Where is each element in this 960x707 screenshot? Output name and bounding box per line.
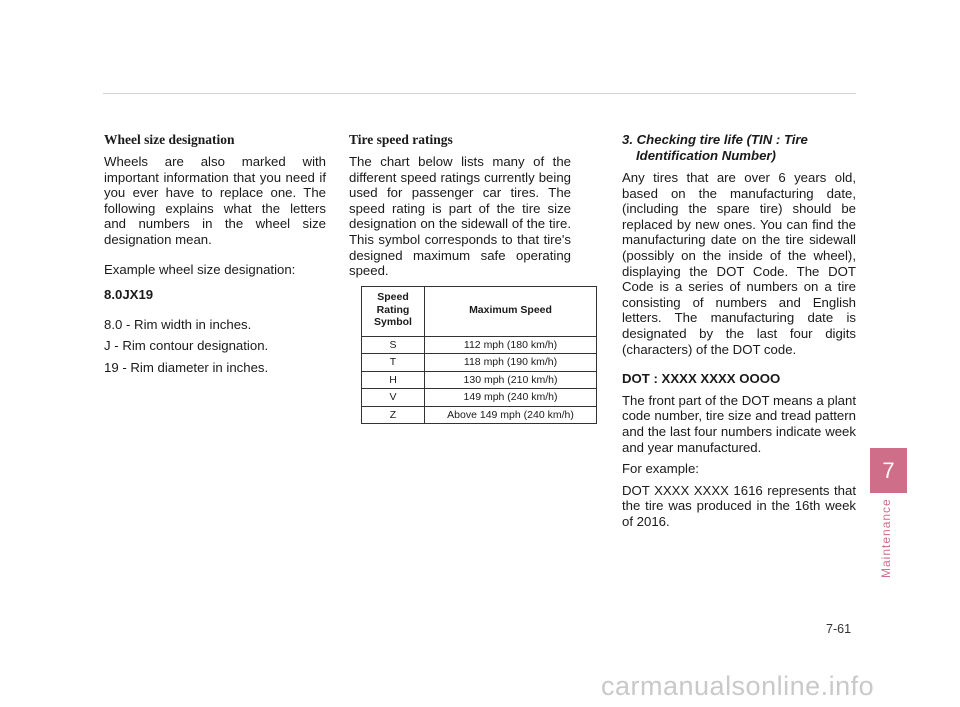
header-symbol-line-3: Symbol <box>374 316 412 328</box>
table-row <box>362 336 597 354</box>
header-symbol <box>362 287 425 337</box>
symbol-cell: V <box>362 389 425 407</box>
wheel-size-heading: Wheel size designation <box>104 132 235 147</box>
speed-cell: Above 149 mph (240 km/h) <box>425 406 597 424</box>
tire-life-heading-line-1: 3. Checking tire life (TIN : Tire <box>622 132 808 147</box>
speed-ratings-heading: Tire speed ratings <box>349 132 453 147</box>
wheel-size-line-1: 8.0 - Rim width in inches. <box>104 316 252 332</box>
example-label: Example wheel size designation: <box>104 261 296 277</box>
column-tire-life <box>622 132 856 539</box>
header-symbol-line-1: Speed <box>377 291 409 303</box>
symbol-cell: T <box>362 354 425 372</box>
example-value: 8.0JX19 <box>104 287 154 303</box>
tire-life-heading-line-2: Identification Number) <box>636 148 776 163</box>
table-row <box>362 354 597 372</box>
column-wheel-size <box>104 132 326 386</box>
table-row <box>362 389 597 407</box>
page-number: 7-61 <box>826 622 852 636</box>
header-max-speed: Maximum Speed <box>469 303 552 316</box>
dot-explanation: The front part of the DOT means a plant code number, tire size and tread pattern and the last four numbers indicate week and year manufactured. <box>622 392 856 455</box>
wheel-size-intro: Wheels are also marked with important information that you need if you ever have to replace one. The following explains what the letters and numbers in the wheel size designation mean. <box>104 154 326 247</box>
table-row <box>362 406 597 424</box>
table-row <box>362 371 597 389</box>
header-symbol-line-2: Rating <box>376 303 410 316</box>
speed-cell: 149 mph (240 km/h) <box>425 389 597 407</box>
speed-cell: 112 mph (180 km/h) <box>425 336 597 354</box>
wheel-size-line-3: 19 - Rim diameter in inches. <box>104 359 269 375</box>
speed-rating-table <box>361 286 597 424</box>
table-header-row <box>362 287 597 337</box>
tire-life-heading <box>622 132 856 164</box>
chapter-label: Maintenance <box>879 498 893 578</box>
speed-ratings-intro: The chart below lists many of the different speed ratings currently being used for passenger car tires. The speed rating is part of the tire size designation on the sidewall of the tire. This symbol corresponds to that tire's designed maximum safe operating speed. <box>349 154 571 279</box>
column-speed-ratings <box>349 132 571 289</box>
symbol-cell: Z <box>362 406 425 424</box>
symbol-cell: H <box>362 371 425 389</box>
chapter-tab: 7 <box>870 448 907 493</box>
example-intro: For example: <box>622 461 699 477</box>
header-rule <box>103 93 856 94</box>
tire-life-intro: Any tires that are over 6 years old, based on the manufacturing date, (including the spare tire) should be replaced by new ones. You can find the manufacturing date on the tire sidewall (possibly on the inside of the wheel), displaying the DOT Code. The DOT Code is a series of numbers on a tire consisting of numbers and English letters. The manufacturing date is designated by the last four digits (characters) of the DOT code. <box>622 170 856 357</box>
speed-cell: 118 mph (190 km/h) <box>425 354 597 372</box>
dot-code: DOT : XXXX XXXX OOOO <box>622 371 781 387</box>
speed-cell: 130 mph (210 km/h) <box>425 371 597 389</box>
watermark: carmanualsonline.info <box>601 671 875 701</box>
dot-example: DOT XXXX XXXX 1616 represents that the tire was produced in the 16th week of 2016. <box>622 482 856 529</box>
wheel-size-line-2: J - Rim contour designation. <box>104 338 269 354</box>
symbol-cell: S <box>362 336 425 354</box>
